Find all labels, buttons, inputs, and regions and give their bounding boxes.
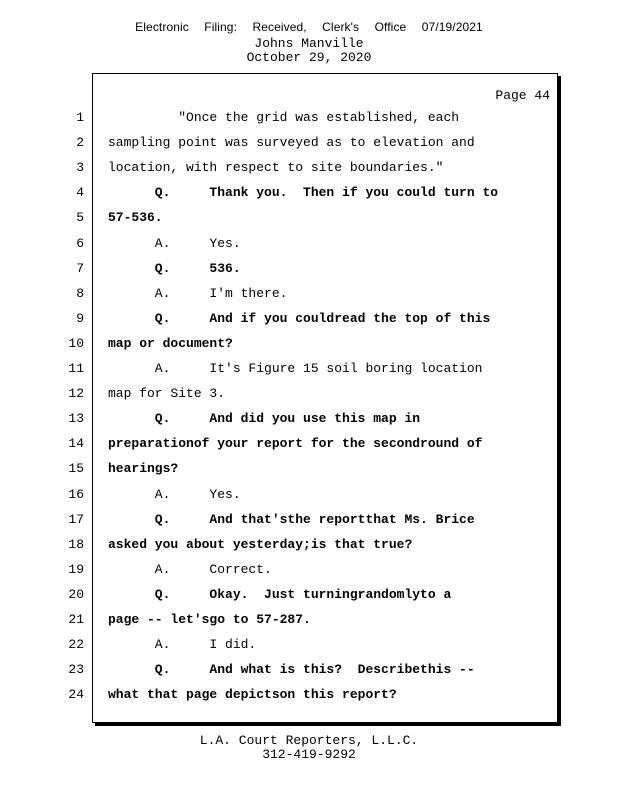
line-number: 21: [68, 612, 84, 627]
line-number: 19: [68, 561, 84, 577]
transcript-line: [0, 381, 618, 406]
line-text: A. Yes.: [108, 235, 241, 251]
transcript-line: [0, 557, 618, 582]
line-text: A. I did.: [108, 637, 257, 653]
line-number: 3: [76, 160, 84, 176]
transcript-line: [0, 632, 618, 657]
court-reporter-phone: 312-419-9292: [262, 747, 356, 762]
filing-received: Received,: [252, 20, 307, 34]
transcript-line: [0, 105, 618, 130]
transcript-line: [0, 130, 618, 155]
line-number: 10: [68, 335, 84, 351]
line-number: 22: [68, 637, 84, 653]
line-text: "Once the grid was established, each: [108, 110, 460, 125]
transcript-line: [0, 456, 618, 481]
line-text: Q. Thank you. Then if you could turn to: [108, 185, 499, 201]
line-text: preparationof your report for the secondround of: [108, 436, 483, 452]
transcript-line: [0, 256, 618, 281]
line-number: 7: [76, 260, 84, 276]
transcript-line: [0, 406, 618, 431]
transcript-line: [0, 281, 618, 306]
line-number: 5: [76, 210, 84, 226]
line-text: Q. And if you couldread the top of this: [108, 310, 491, 326]
line-text: Q. Okay. Just turningrandomlyto a: [108, 586, 452, 602]
line-number: 15: [68, 461, 84, 477]
line-text: 57-536.: [108, 210, 163, 226]
transcript-line: [0, 657, 618, 682]
line-number: 2: [76, 135, 84, 151]
filing-date: 07/19/2021: [421, 20, 483, 34]
transcript-line: [0, 682, 618, 707]
line-number: 8: [76, 285, 84, 301]
line-text: A. I'm there.: [108, 285, 288, 301]
line-number: 13: [68, 411, 84, 427]
line-number: 6: [76, 235, 84, 251]
transcript-line: [0, 532, 618, 557]
transcript-line: [0, 231, 618, 256]
line-text: Q. And did you use this map in: [108, 411, 421, 427]
line-text: location, with respect to site boundaries.": [108, 160, 444, 176]
deponent-name: Johns Manville: [254, 36, 364, 51]
transcript-line: [0, 356, 618, 381]
transcript-line: [0, 482, 618, 507]
transcript-line: [0, 431, 618, 456]
filing-electronic: Electronic: [135, 20, 189, 34]
line-number: 4: [76, 185, 84, 201]
transcript-line: [0, 180, 618, 205]
line-text: Q. And that'sthe reportthat Ms. Brice: [108, 511, 475, 527]
line-number: 23: [68, 662, 84, 678]
line-text: sampling point was surveyed as to elevation and: [108, 135, 475, 151]
deposition-date: October 29, 2020: [246, 50, 372, 65]
page-number: Page 44: [495, 88, 550, 103]
filing-office: Office: [374, 20, 407, 34]
transcript-line: [0, 582, 618, 607]
line-text: Q. And what is this? Describethis --: [108, 662, 475, 678]
line-text: hearings?: [108, 461, 179, 477]
line-number: 12: [68, 386, 84, 402]
transcript-line: [0, 331, 618, 356]
line-number: 16: [68, 486, 84, 502]
transcript-line: [0, 507, 618, 532]
line-text: A. Correct.: [108, 561, 272, 577]
court-reporter-name: L.A. Court Reporters, L.L.C.: [199, 733, 419, 748]
line-number: 1: [76, 110, 84, 125]
line-text: asked you about yesterday;is that true?: [108, 536, 413, 552]
line-text: A. Yes.: [108, 486, 241, 502]
transcript-line: [0, 155, 618, 180]
filing-stamp: [0, 20, 618, 34]
line-number: 11: [68, 361, 84, 376]
line-text: what that page depictson this report?: [108, 687, 397, 703]
filing-clerks: Clerk's: [322, 20, 360, 34]
line-number: 20: [68, 586, 84, 602]
line-text: map or document?: [108, 335, 233, 351]
transcript-line: [0, 205, 618, 230]
line-number: 14: [68, 436, 84, 452]
line-text: Q. 536.: [108, 260, 241, 276]
line-text: page -- let'sgo to 57-287.: [108, 612, 311, 627]
transcript-line: [0, 306, 618, 331]
line-number: 17: [68, 511, 84, 527]
filing-filing: Filing:: [204, 20, 238, 34]
line-text: map for Site 3.: [108, 386, 226, 402]
line-number: 18: [68, 536, 84, 552]
line-number: 9: [76, 310, 84, 326]
transcript-line: [0, 607, 618, 632]
line-text: A. It's Figure 15 soil boring location: [108, 361, 483, 376]
line-number: 24: [68, 687, 84, 703]
